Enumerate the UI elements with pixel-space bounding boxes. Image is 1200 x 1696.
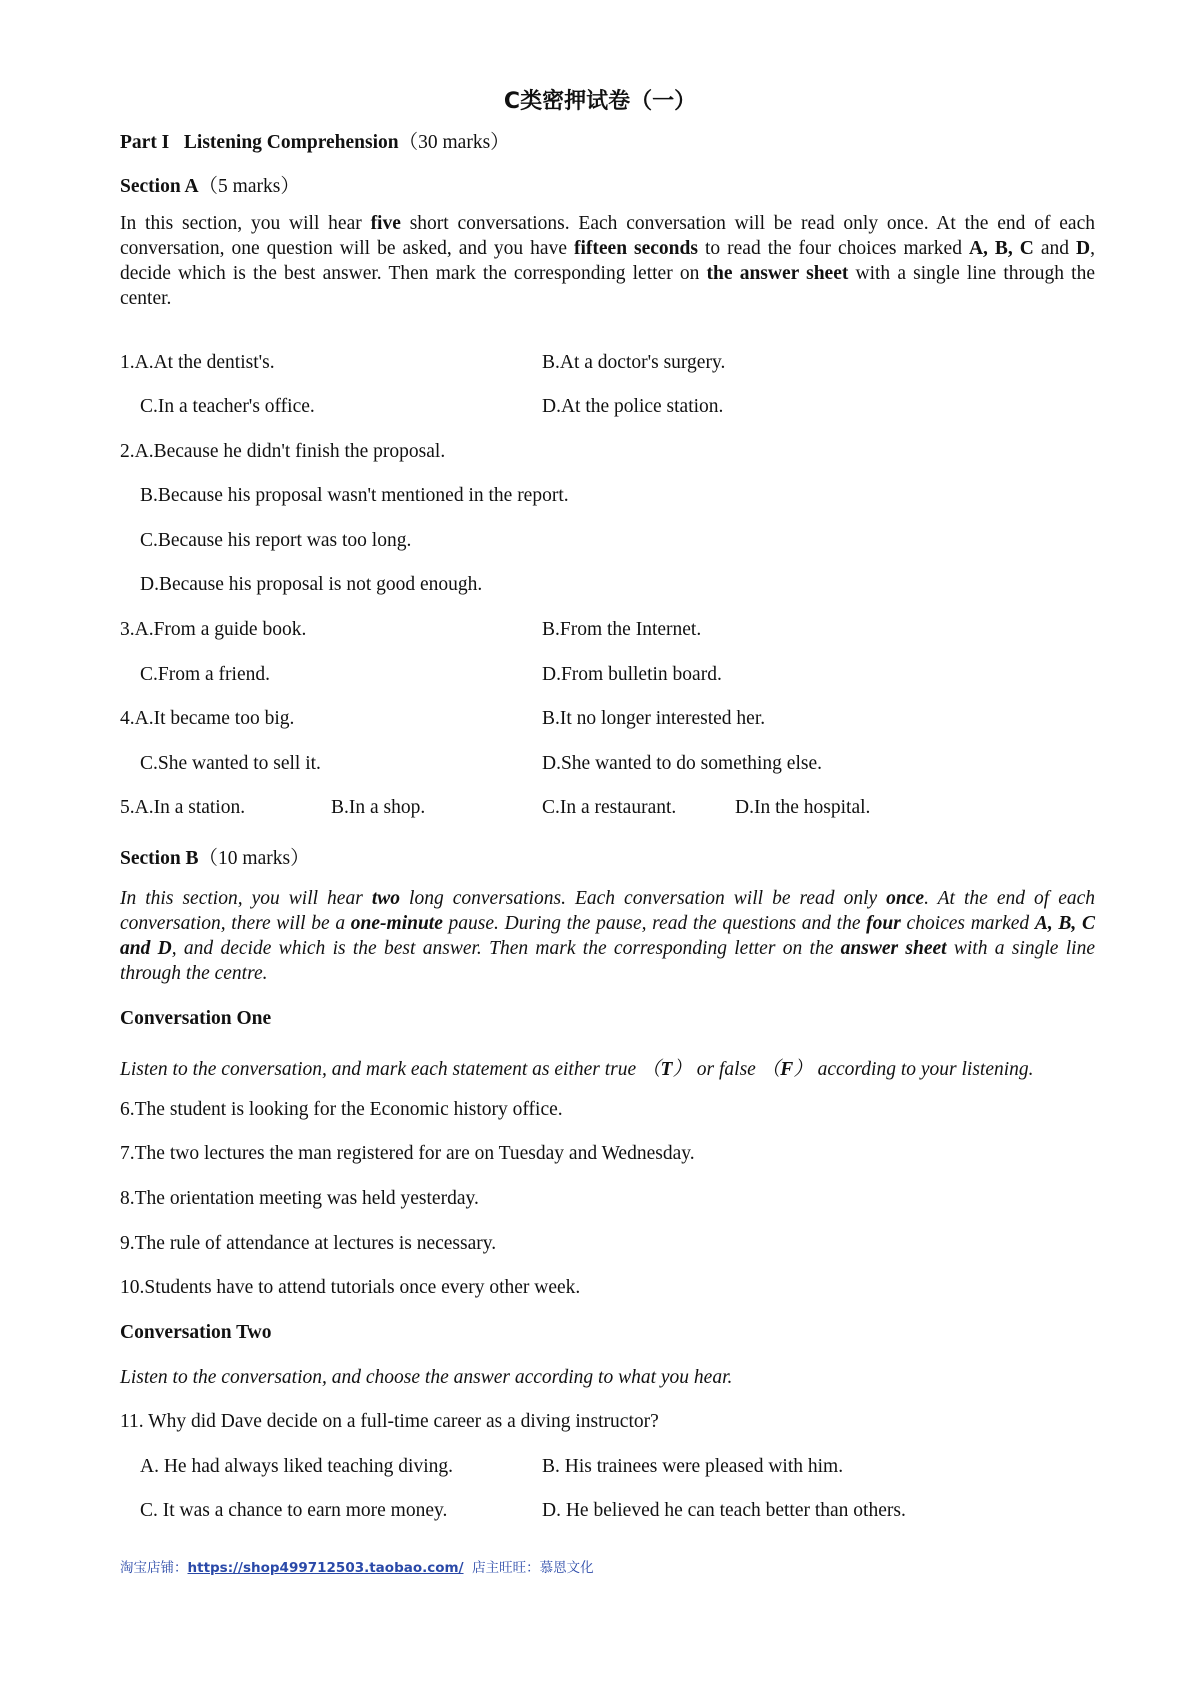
q1-option-c: C.In a teacher's office. (140, 396, 315, 417)
part-marks: （30 marks） (398, 132, 510, 153)
instr-text: choices marked (900, 913, 1035, 934)
owner-name: 慕恩文化 (539, 1560, 594, 1576)
instr-bold: two (371, 888, 401, 909)
instr-bold: A, B, C (968, 238, 1034, 259)
instr-text: ） or false （ (672, 1059, 781, 1080)
q1-option-a: 1.A.At the dentist's. (120, 352, 275, 373)
section-a-label: Section A (120, 176, 199, 197)
conversation-one-instructions (120, 1053, 1034, 1081)
statement-6: 6.The student is looking for the Economic history office. (120, 1099, 563, 1120)
q2-option-a: 2.A.Because he didn't finish the proposal. (120, 441, 446, 462)
q1-option-d: D.At the police station. (542, 396, 724, 417)
instr-bold: T (660, 1059, 673, 1080)
q11-stem: 11. Why did Dave decide on a full-time career as a diving instructor? (120, 1411, 659, 1432)
section-b-heading (120, 842, 310, 870)
instr-text: In this section, you will hear (120, 213, 371, 234)
section-a-marks: （5 marks） (198, 176, 300, 197)
part-name: Listening Comprehension (183, 132, 399, 153)
q4-option-c: C.She wanted to sell it. (140, 753, 321, 774)
q5-option-d: D.In the hospital. (735, 797, 871, 818)
instr-text: with a single line through the centre. (120, 938, 1095, 984)
q11-option-c: C. It was a chance to earn more money. (140, 1500, 448, 1521)
instr-text: Listen to the conversation, and mark each statement as either true （ (120, 1059, 661, 1080)
part-heading (120, 126, 510, 154)
q11-option-a: A. He had always liked teaching diving. (140, 1456, 453, 1477)
q4-option-b: B.It no longer interested her. (542, 708, 766, 729)
q4-option-d: D.She wanted to do something else. (542, 753, 822, 774)
instr-text: , and decide which is the best answer. Then mark the corresponding letter on the (171, 938, 841, 959)
instr-text: and (1033, 238, 1077, 259)
instr-bold: once (886, 888, 925, 909)
statement-8: 8.The orientation meeting was held yesterday. (120, 1188, 479, 1209)
q3-option-a: 3.A.From a guide book. (120, 619, 307, 640)
statement-7: 7.The two lectures the man registered for are on Tuesday and Wednesday. (120, 1143, 695, 1164)
instr-bold: five (370, 213, 401, 234)
instr-text: long conversations. Each conversation will be read only (400, 888, 887, 909)
instr-text: to read the four choices marked (697, 238, 969, 259)
q3-option-d: D.From bulletin board. (542, 664, 722, 685)
conversation-two-title-text: Conversation Two (120, 1322, 272, 1343)
conversation-two-title (120, 1322, 272, 1344)
page-title: C类密押试卷（一） (503, 89, 697, 114)
instr-bold: one-minute (350, 913, 443, 934)
shop-label: 淘宝店铺： (120, 1560, 188, 1576)
q5-option-c: C.In a restaurant. (542, 797, 677, 818)
section-a-instructions (120, 211, 1095, 311)
instr-bold: four (866, 913, 901, 934)
shop-link[interactable]: https://shop499712503.taobao.com/ (187, 1560, 464, 1576)
footer (120, 1556, 594, 1576)
q2-option-d: D.Because his proposal is not good enough. (140, 574, 483, 595)
conversation-one-title (120, 1008, 271, 1030)
instr-text: short conversations. Each conversation will be read only once. At the end of each conversation, one question will be asked, and you have (120, 213, 1095, 259)
instr-bold: fifteen seconds (573, 238, 698, 259)
instr-text: with a single line through the center. (120, 263, 1095, 309)
conversation-one-title-text: Conversation One (120, 1008, 272, 1029)
q3-option-b: B.From the Internet. (542, 619, 702, 640)
part-label: Part I (120, 132, 170, 153)
instr-text: pause. During the pause, read the questions and the (442, 913, 867, 934)
statement-10: 10.Students have to attend tutorials once every other week. (120, 1277, 581, 1298)
q5-option-a: 5.A.In a station. (120, 797, 246, 818)
owner-label: 店主旺旺： (472, 1560, 540, 1576)
instr-bold: A, B, C and D (120, 913, 1095, 959)
q1-option-b: B.At a doctor's surgery. (542, 352, 726, 373)
instr-bold: D (1076, 238, 1091, 259)
instr-bold: the answer sheet (706, 263, 849, 284)
instr-bold: answer sheet (840, 938, 947, 959)
instr-text: ） according to your listening. (793, 1059, 1034, 1080)
instr-bold: F (780, 1059, 794, 1080)
statement-9: 9.The rule of attendance at lectures is necessary. (120, 1233, 497, 1254)
instr-text: In this section, you will hear (120, 888, 372, 909)
q3-option-c: C.From a friend. (140, 664, 270, 685)
section-b-label: Section B (120, 848, 199, 869)
q5-option-b: B.In a shop. (331, 797, 426, 818)
section-b-marks: （10 marks） (198, 848, 310, 869)
q2-option-b: B.Because his proposal wasn't mentioned in the report. (140, 485, 569, 506)
q4-option-a: 4.A.It became too big. (120, 708, 295, 729)
conversation-two-instructions: Listen to the conversation, and choose the answer according to what you hear. (120, 1367, 733, 1388)
q11-option-d: D. He believed he can teach better than others. (542, 1500, 906, 1521)
q2-option-c: C.Because his report was too long. (140, 530, 412, 551)
section-a-heading (120, 170, 300, 198)
q11-option-b: B. His trainees were pleased with him. (542, 1456, 844, 1477)
section-b-instructions (120, 886, 1095, 986)
instr-text: , decide which is the best answer. Then mark the corresponding letter on (120, 238, 1095, 284)
instr-text: . At the end of each conversation, there will be a (120, 888, 1096, 934)
